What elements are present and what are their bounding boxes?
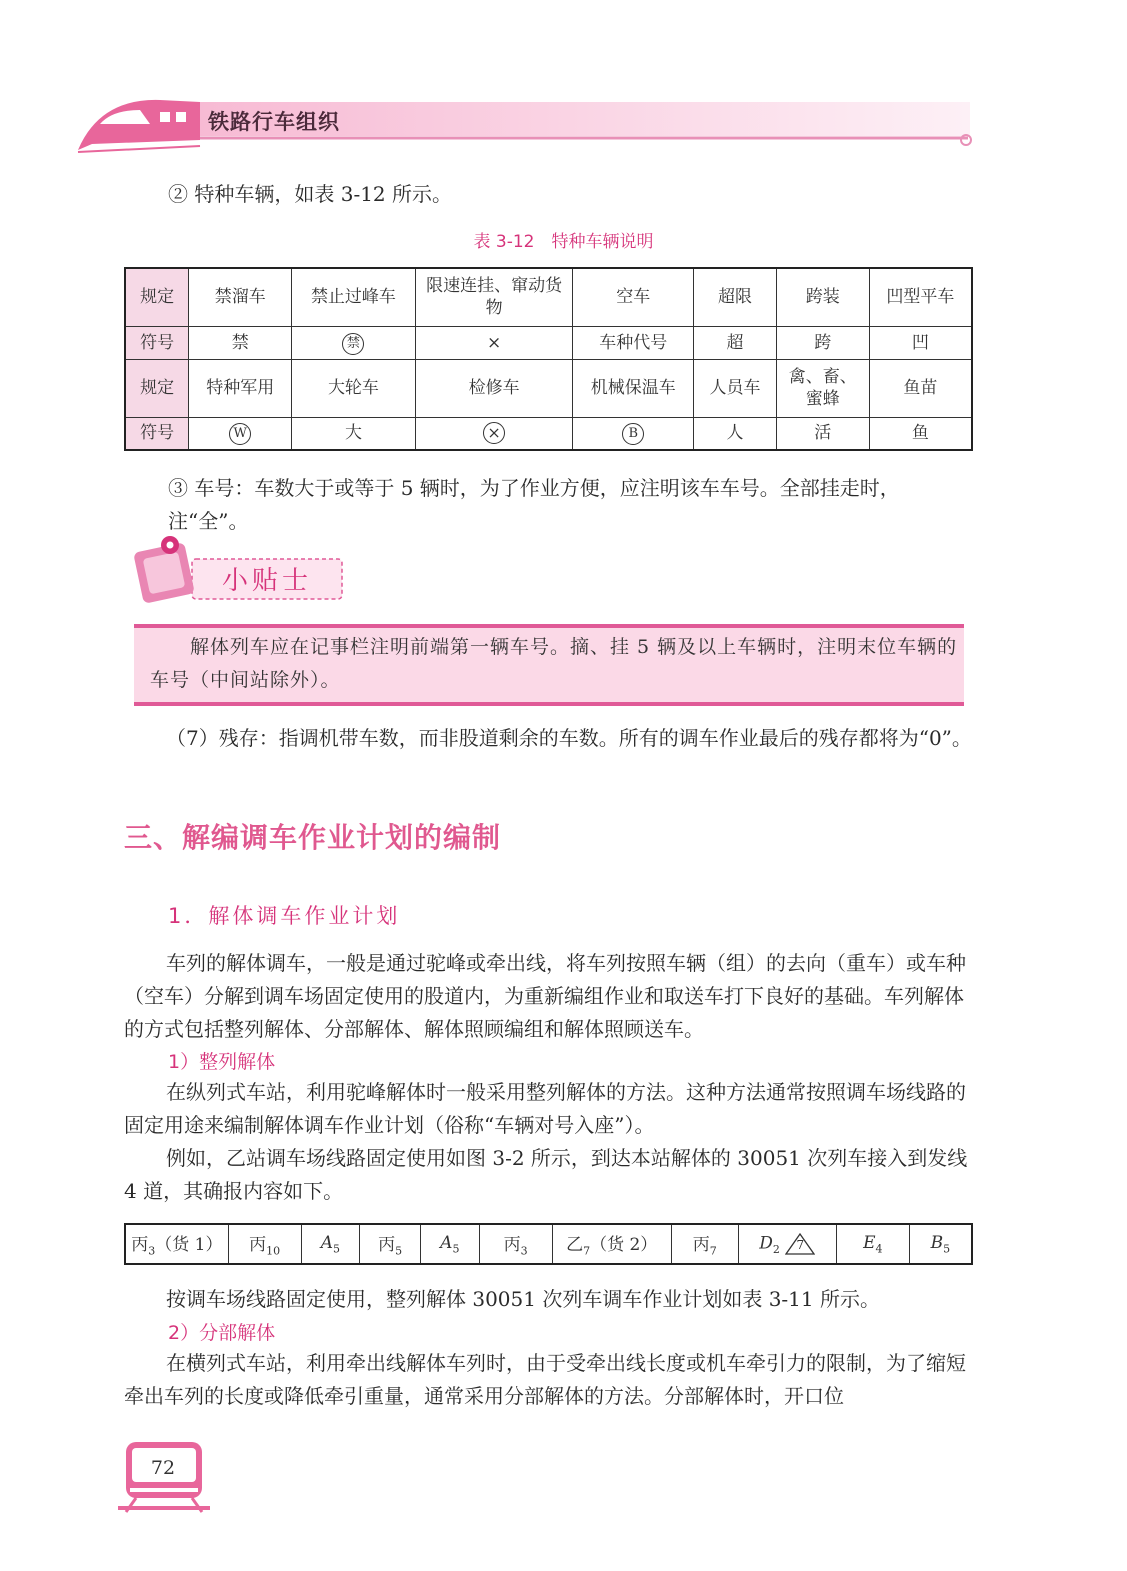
table-cell: 活 bbox=[776, 417, 869, 450]
car-count: 3 bbox=[148, 1244, 156, 1258]
car-count: 5 bbox=[395, 1244, 403, 1258]
car-count: 3 bbox=[520, 1244, 528, 1258]
table-cell bbox=[573, 417, 694, 450]
para-plan: 按调车场线路固定使用，整列解体 30051 次列车调车作业计划如表 3-11 所示。 bbox=[166, 1287, 880, 1311]
para-decomposition: 车列的解体调车，一般是通过驼峰或牵出线，将车列按照车辆（组）的去向（重车）或车种（空车）分解到调车场固定使用的股道内，为重新编组作业和取送车打下良好的基础。车列解体的方式包括整列解体、分部解体、解体照顾编组和解体照顾送车。 bbox=[124, 951, 966, 1041]
train-composition-table bbox=[124, 1223, 973, 1265]
table-cell: 空车 bbox=[573, 268, 694, 326]
table-cell: 大轮车 bbox=[292, 359, 416, 417]
train-cell bbox=[738, 1224, 836, 1264]
page-number: 72 bbox=[150, 1457, 176, 1479]
table-row bbox=[125, 268, 972, 326]
sub-heading: 1．解体调车作业计划 bbox=[168, 904, 401, 928]
car-destination: 丙 bbox=[503, 1235, 521, 1256]
intro-special-vehicles: ② 特种车辆，如表 3-12 所示。 bbox=[168, 182, 453, 206]
car-destination: E bbox=[863, 1232, 876, 1253]
circled-w-symbol: W bbox=[229, 423, 251, 445]
table-cell: 特种军用 bbox=[189, 359, 292, 417]
car-note: （货 1） bbox=[155, 1235, 223, 1256]
special-vehicle-table bbox=[124, 267, 973, 451]
section-heading: 三、解编调车作业计划的编制 bbox=[124, 821, 502, 854]
table-cell: 检修车 bbox=[415, 359, 573, 417]
tip-label: 小贴士 bbox=[222, 566, 313, 596]
table-cell: × bbox=[415, 326, 573, 359]
car-note: （货 2） bbox=[590, 1235, 658, 1256]
car-count: 7 bbox=[709, 1244, 717, 1258]
car-destination: D bbox=[759, 1233, 773, 1254]
table-cell: 跨装 bbox=[776, 268, 869, 326]
car-destination: 丙 bbox=[131, 1235, 149, 1256]
car-count: 4 bbox=[875, 1242, 883, 1256]
triangle-number: 7 bbox=[796, 1237, 805, 1252]
table-row bbox=[125, 417, 972, 450]
table-cell bbox=[415, 417, 573, 450]
table-cell bbox=[292, 326, 416, 359]
table-cell: 禁溜车 bbox=[189, 268, 292, 326]
table-cell: 禽、畜、蜜蜂 bbox=[776, 359, 869, 417]
para-whole-decomposition: 在纵列式车站，利用驼峰解体时一般采用整列解体的方法。这种方法通常按照调车场线路的固定用途来编制解体调车作业计划（俗称“车辆对号入座”）。 bbox=[124, 1080, 966, 1137]
table-caption: 表 3-12 特种车辆说明 bbox=[473, 232, 654, 252]
car-count: 7 bbox=[583, 1244, 591, 1258]
label-partial-decomposition: 2）分部解体 bbox=[168, 1322, 276, 1344]
table-cell: 人员车 bbox=[694, 359, 777, 417]
table-row bbox=[125, 359, 972, 417]
car-count: 5 bbox=[452, 1242, 460, 1256]
table-cell: 限速连挂、窜动货物 bbox=[415, 268, 573, 326]
table-cell: 规定 bbox=[125, 359, 189, 417]
table-cell bbox=[189, 417, 292, 450]
header-title: 铁路行车组织 bbox=[208, 110, 340, 134]
para-remaining: （7）残存：指调机带车数，而非股道剩余的车数。所有的调车作业最后的残存都将为“0”。 bbox=[166, 726, 972, 750]
table-cell: 符号 bbox=[125, 417, 189, 450]
table-cell: 车种代号 bbox=[573, 326, 694, 359]
car-destination: 乙 bbox=[566, 1235, 584, 1256]
para-partial-decomposition: 在横列式车站，利用牵出线解体车列时，由于受牵出线长度或机车牵引力的限制，为了缩短牵出车列的长度或降低牵引重量，通常采用分部解体的方法。分部解体时，开口位 bbox=[124, 1351, 966, 1408]
car-count: 2 bbox=[772, 1242, 780, 1256]
train-cell bbox=[552, 1224, 671, 1264]
train-cell bbox=[420, 1224, 479, 1264]
table-cell: 禁止过峰车 bbox=[292, 268, 416, 326]
table-cell: 超 bbox=[694, 326, 777, 359]
car-count: 5 bbox=[943, 1242, 951, 1256]
train-cell bbox=[228, 1224, 301, 1264]
para-car-number: ③ 车号：车数大于或等于 5 辆时，为了作业方便，应注明该车车号。全部挂走时，注“全”。 bbox=[168, 476, 900, 533]
header-banner bbox=[0, 80, 1127, 170]
train-logo-icon bbox=[78, 100, 200, 152]
table-cell: 规定 bbox=[125, 268, 189, 326]
train-cell bbox=[360, 1224, 421, 1264]
train-cell bbox=[301, 1224, 360, 1264]
table-cell: 人 bbox=[694, 417, 777, 450]
circled-b-symbol: B bbox=[622, 423, 644, 445]
train-cell bbox=[671, 1224, 738, 1264]
car-destination: 丙 bbox=[249, 1235, 267, 1256]
table-row bbox=[125, 1224, 972, 1264]
table-cell: 鱼苗 bbox=[869, 359, 972, 417]
car-destination: 丙 bbox=[692, 1235, 710, 1256]
car-destination: 丙 bbox=[378, 1235, 396, 1256]
table-cell: 跨 bbox=[776, 326, 869, 359]
train-cell bbox=[836, 1224, 909, 1264]
table-row bbox=[125, 326, 972, 359]
label-whole-decomposition: 1）整列解体 bbox=[168, 1051, 276, 1073]
tip-text: 解体列车应在记事栏注明前端第一辆车号。摘、挂 5 辆及以上车辆时，注明末位车辆的车号（中间站除外）。 bbox=[150, 636, 958, 691]
car-count: 5 bbox=[333, 1242, 341, 1256]
car-destination: A bbox=[440, 1232, 453, 1253]
train-cell bbox=[909, 1224, 972, 1264]
table-cell: 鱼 bbox=[869, 417, 972, 450]
car-destination: B bbox=[930, 1232, 944, 1253]
circled-cross-symbol: × bbox=[483, 422, 505, 444]
table-cell: 大 bbox=[292, 417, 416, 450]
table-cell: 禁 bbox=[189, 326, 292, 359]
table-cell: 机械保温车 bbox=[573, 359, 694, 417]
car-count: 10 bbox=[266, 1244, 281, 1258]
para-example: 例如，乙站调车场线路固定使用如图 3-2 所示，到达本站解体的 30051 次列车接入到发线 4 道，其确报内容如下。 bbox=[124, 1146, 968, 1203]
map-pin-icon bbox=[133, 536, 195, 604]
table-cell: 凹 bbox=[869, 326, 972, 359]
table-cell: 超限 bbox=[694, 268, 777, 326]
table-cell: 符号 bbox=[125, 326, 189, 359]
circled-ban-symbol: 禁 bbox=[342, 333, 364, 355]
train-cell bbox=[125, 1224, 228, 1264]
table-cell: 凹型平车 bbox=[869, 268, 972, 326]
car-destination: A bbox=[320, 1232, 334, 1253]
triangle-icon bbox=[785, 1233, 815, 1255]
train-cell bbox=[479, 1224, 552, 1264]
